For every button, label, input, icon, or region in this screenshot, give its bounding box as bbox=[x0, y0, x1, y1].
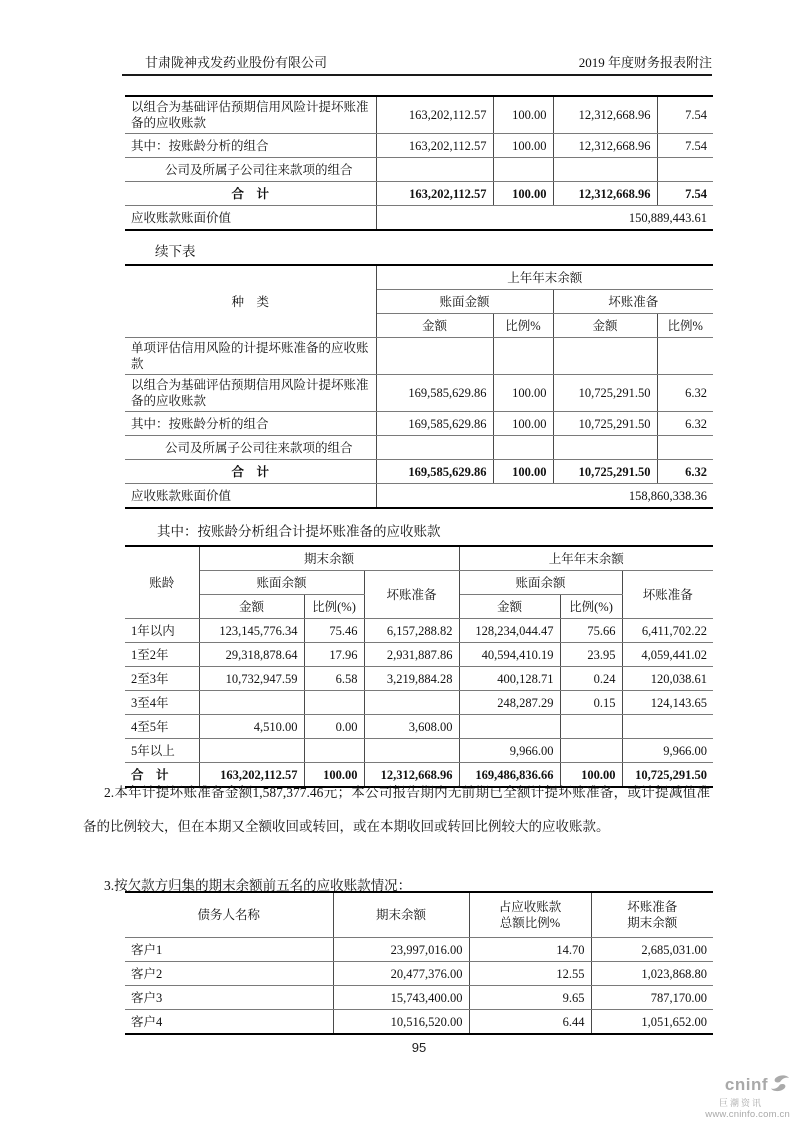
cell-value bbox=[622, 715, 713, 739]
paragraph-top-five-receivables: 3.按欠款方归集的期末余额前五名的应收账款情况： bbox=[104, 878, 412, 893]
cell-label: 5年以上 bbox=[125, 739, 199, 763]
cell-label: 应收账款账面价值 bbox=[125, 206, 376, 231]
cell-value: 100.00 bbox=[493, 134, 553, 158]
cell-value bbox=[493, 158, 553, 182]
cell-value: 12,312,668.96 bbox=[553, 182, 657, 206]
cell-value: 158,860,338.36 bbox=[376, 484, 713, 509]
cell-value: 2,931,887.86 bbox=[364, 643, 459, 667]
cell-value: 12.55 bbox=[469, 962, 591, 986]
cell-value: 128,234,044.47 bbox=[459, 619, 560, 643]
table-header-row bbox=[125, 571, 713, 595]
cell-value bbox=[657, 436, 713, 460]
cell-value: 169,585,629.86 bbox=[376, 460, 493, 484]
cell-value: 400,128.71 bbox=[459, 667, 560, 691]
cell-value: 0.15 bbox=[560, 691, 622, 715]
cell-value: 75.66 bbox=[560, 619, 622, 643]
cell-value: 7.54 bbox=[657, 134, 713, 158]
cell-value: 6.58 bbox=[304, 667, 364, 691]
cell-value: 6.32 bbox=[657, 460, 713, 484]
company-name: 甘肃陇神戎发药业股份有限公司 bbox=[145, 55, 328, 70]
table-header-row bbox=[125, 265, 713, 290]
cell-label: 其中：按账龄分析的组合 bbox=[125, 412, 376, 436]
cell-value: 23.95 bbox=[560, 643, 622, 667]
cell-label: 客户4 bbox=[125, 1010, 333, 1035]
cell-value: 7.54 bbox=[657, 96, 713, 134]
cell-value: 787,170.00 bbox=[591, 986, 713, 1010]
cninfo-swirl-icon bbox=[769, 1074, 790, 1098]
cell-value: 169,585,629.86 bbox=[376, 375, 493, 412]
table-row bbox=[125, 667, 713, 691]
cell-value: 120,038.61 bbox=[622, 667, 713, 691]
paragraph-bad-debt-provision: 2.本年计提坏账准备金额1,587,377.46元；本公司报告期内无前期已全额计提坏账准备，或计提减值准备的比例较大，但在本期又全额收回或转回，或在本期收回或转回比例较大的应收账款。 bbox=[83, 785, 710, 834]
cell-label: 2至3年 bbox=[125, 667, 199, 691]
cell-value: 100.00 bbox=[493, 96, 553, 134]
cell-value bbox=[657, 338, 713, 375]
page-number: 95 bbox=[411, 1040, 427, 1055]
cell-value: 9,966.00 bbox=[459, 739, 560, 763]
col-header-category: 种 类 bbox=[125, 265, 376, 338]
cell-label: 以组合为基础评估预期信用风险计提坏账准备的应收账款 bbox=[125, 375, 376, 412]
cell-value bbox=[459, 715, 560, 739]
col-header-ratio: 比例% bbox=[493, 314, 553, 338]
col-header-debtor: 债务人名称 bbox=[125, 892, 333, 938]
col-header-ratio: 比例(%) bbox=[560, 595, 622, 619]
table-row bbox=[125, 375, 713, 412]
table-header-row bbox=[125, 546, 713, 571]
cell-value: 100.00 bbox=[304, 763, 364, 788]
table-row bbox=[125, 484, 713, 509]
cell-value: 100.00 bbox=[493, 182, 553, 206]
cell-value: 163,202,112.57 bbox=[199, 763, 304, 788]
cell-value bbox=[560, 739, 622, 763]
cell-value: 9.65 bbox=[469, 986, 591, 1010]
table-row bbox=[125, 96, 713, 134]
cell-value bbox=[304, 691, 364, 715]
cell-value: 75.46 bbox=[304, 619, 364, 643]
cell-value: 10,732,947.59 bbox=[199, 667, 304, 691]
cell-value bbox=[553, 436, 657, 460]
col-header-amount: 金额 bbox=[553, 314, 657, 338]
cell-value: 0.24 bbox=[560, 667, 622, 691]
col-header-book-balance: 账面余额 bbox=[459, 571, 622, 595]
cell-label: 单项评估信用风险的计提坏账准备的应收账款 bbox=[125, 338, 376, 375]
cell-value: 6.44 bbox=[469, 1010, 591, 1035]
col-header-ending-balance: 期末余额 bbox=[199, 546, 459, 571]
cell-label: 客户2 bbox=[125, 962, 333, 986]
table-row bbox=[125, 715, 713, 739]
cell-value: 12,312,668.96 bbox=[553, 134, 657, 158]
col-header-aging: 账龄 bbox=[125, 546, 199, 619]
table-current-period-receivables bbox=[125, 95, 713, 231]
cell-value: 3,219,884.28 bbox=[364, 667, 459, 691]
table-row bbox=[125, 691, 713, 715]
cninfo-logo-row bbox=[690, 1074, 790, 1098]
cell-value bbox=[376, 436, 493, 460]
cell-value bbox=[376, 158, 493, 182]
cell-value: 4,059,441.02 bbox=[622, 643, 713, 667]
col-header-book-amount: 账面金额 bbox=[376, 290, 553, 314]
cell-value: 6,411,702.22 bbox=[622, 619, 713, 643]
cell-value: 124,143.65 bbox=[622, 691, 713, 715]
cell-value bbox=[304, 739, 364, 763]
cninfo-name-text: 巨潮资讯 bbox=[718, 1097, 763, 1108]
cell-label: 合 计 bbox=[125, 460, 376, 484]
cell-value: 10,725,291.50 bbox=[553, 460, 657, 484]
cell-value: 9,966.00 bbox=[622, 739, 713, 763]
cell-label: 1至2年 bbox=[125, 643, 199, 667]
col-header-bad-debt-ending bbox=[591, 892, 713, 938]
cell-value: 17.96 bbox=[304, 643, 364, 667]
cell-value: 23,997,016.00 bbox=[333, 938, 469, 962]
cell-value: 7.54 bbox=[657, 182, 713, 206]
cell-value: 6.32 bbox=[657, 412, 713, 436]
table-row bbox=[125, 643, 713, 667]
cell-value: 248,287.29 bbox=[459, 691, 560, 715]
cell-value: 100.00 bbox=[560, 763, 622, 788]
table-row bbox=[125, 338, 713, 375]
cninfo-brand-text: cninf bbox=[724, 1075, 768, 1095]
continue-note: 续下表 bbox=[155, 244, 196, 259]
cell-value: 163,202,112.57 bbox=[376, 134, 493, 158]
col-header-amount: 金额 bbox=[459, 595, 560, 619]
cell-label: 合 计 bbox=[125, 182, 376, 206]
cninfo-logo bbox=[690, 1074, 790, 1121]
document-title: 2019 年度财务报表附注 bbox=[578, 55, 712, 70]
col-header-ratio: 比例% bbox=[657, 314, 713, 338]
col-header-prior-year: 上年年末余额 bbox=[376, 265, 713, 290]
cell-value: 10,725,291.50 bbox=[553, 375, 657, 412]
cell-label: 应收账款账面价值 bbox=[125, 484, 376, 509]
cell-value: 100.00 bbox=[493, 460, 553, 484]
cell-label: 合 计 bbox=[125, 763, 199, 788]
col-header-ratio-line1: 占应收账款 bbox=[498, 900, 562, 914]
cell-value: 12,312,668.96 bbox=[553, 96, 657, 134]
cell-value: 14.70 bbox=[469, 938, 591, 962]
col-header-bad-debt: 坏账准备 bbox=[622, 571, 713, 619]
table-row bbox=[125, 412, 713, 436]
cell-value bbox=[657, 158, 713, 182]
cell-label: 客户3 bbox=[125, 986, 333, 1010]
cell-label: 公司及所属子公司往来款项的组合 bbox=[125, 436, 376, 460]
cell-value: 29,318,878.64 bbox=[199, 643, 304, 667]
cell-value bbox=[493, 436, 553, 460]
table-row bbox=[125, 986, 713, 1010]
page-header bbox=[122, 50, 712, 76]
table-row bbox=[125, 619, 713, 643]
col-header-amount: 金额 bbox=[376, 314, 493, 338]
cell-value: 6,157,288.82 bbox=[364, 619, 459, 643]
cell-value: 10,516,520.00 bbox=[333, 1010, 469, 1035]
cell-value: 1,023,868.80 bbox=[591, 962, 713, 986]
col-header-bad-debt: 坏账准备 bbox=[553, 290, 713, 314]
cell-value: 100.00 bbox=[493, 375, 553, 412]
cell-value: 10,725,291.50 bbox=[553, 412, 657, 436]
cell-value: 169,486,836.66 bbox=[459, 763, 560, 788]
cell-value bbox=[199, 691, 304, 715]
col-header-bad-debt-line2: 期末余额 bbox=[627, 916, 678, 930]
cell-value: 0.00 bbox=[304, 715, 364, 739]
table-row bbox=[125, 158, 713, 182]
col-header-ratio: 比例(%) bbox=[304, 595, 364, 619]
cell-value: 163,202,112.57 bbox=[376, 182, 493, 206]
cell-value: 40,594,410.19 bbox=[459, 643, 560, 667]
table-row bbox=[125, 739, 713, 763]
cell-value: 4,510.00 bbox=[199, 715, 304, 739]
table-row bbox=[125, 436, 713, 460]
cell-value: 163,202,112.57 bbox=[376, 96, 493, 134]
cell-value: 1,051,652.00 bbox=[591, 1010, 713, 1035]
cell-value: 10,725,291.50 bbox=[622, 763, 713, 788]
cell-value bbox=[553, 338, 657, 375]
cell-value bbox=[553, 158, 657, 182]
col-header-book-balance: 账面余额 bbox=[199, 571, 364, 595]
table-row bbox=[125, 938, 713, 962]
col-header-ratio bbox=[469, 892, 591, 938]
col-header-prior-year-balance: 上年年末余额 bbox=[459, 546, 713, 571]
cell-value bbox=[364, 691, 459, 715]
table-total-row bbox=[125, 460, 713, 484]
cell-value: 12,312,668.96 bbox=[364, 763, 459, 788]
cell-label: 3至4年 bbox=[125, 691, 199, 715]
cell-value: 20,477,376.00 bbox=[333, 962, 469, 986]
cell-label: 1年以内 bbox=[125, 619, 199, 643]
cell-value bbox=[560, 715, 622, 739]
col-header-ratio-line2: 总额比例% bbox=[499, 916, 561, 930]
col-header-bad-debt: 坏账准备 bbox=[364, 571, 459, 619]
cell-label: 其中：按账龄分析的组合 bbox=[125, 134, 376, 158]
section-title-aging-analysis: 其中：按账龄分析组合计提坏账准备的应收账款 bbox=[157, 524, 441, 539]
cell-value: 150,889,443.61 bbox=[376, 206, 713, 231]
cell-value: 2,685,031.00 bbox=[591, 938, 713, 962]
table-top-five-debtors bbox=[125, 891, 713, 1035]
cell-value bbox=[364, 739, 459, 763]
table-prior-year-receivables bbox=[125, 264, 713, 509]
col-header-amount: 金额 bbox=[199, 595, 304, 619]
col-header-ending-balance: 期末余额 bbox=[333, 892, 469, 938]
table-header-row bbox=[125, 892, 713, 938]
table-aging-analysis bbox=[125, 545, 713, 788]
cell-label: 以组合为基础评估预期信用风险计提坏账准备的应收账款 bbox=[125, 96, 376, 134]
cell-label: 4至5年 bbox=[125, 715, 199, 739]
cell-value: 6.32 bbox=[657, 375, 713, 412]
table-row bbox=[125, 1010, 713, 1035]
cell-label: 公司及所属子公司往来款项的组合 bbox=[125, 158, 376, 182]
cninfo-url-text: www.cninfo.com.cn bbox=[705, 1109, 790, 1121]
table-row bbox=[125, 962, 713, 986]
table-row bbox=[125, 206, 713, 231]
cell-value: 169,585,629.86 bbox=[376, 412, 493, 436]
cell-value: 3,608.00 bbox=[364, 715, 459, 739]
cell-value: 100.00 bbox=[493, 412, 553, 436]
cell-value: 123,145,776.34 bbox=[199, 619, 304, 643]
cell-label: 客户1 bbox=[125, 938, 333, 962]
table-total-row bbox=[125, 182, 713, 206]
cell-value bbox=[376, 338, 493, 375]
col-header-bad-debt-line1: 坏账准备 bbox=[627, 900, 678, 914]
cell-value: 15,743,400.00 bbox=[333, 986, 469, 1010]
cell-value bbox=[493, 338, 553, 375]
cell-value bbox=[199, 739, 304, 763]
table-row bbox=[125, 134, 713, 158]
